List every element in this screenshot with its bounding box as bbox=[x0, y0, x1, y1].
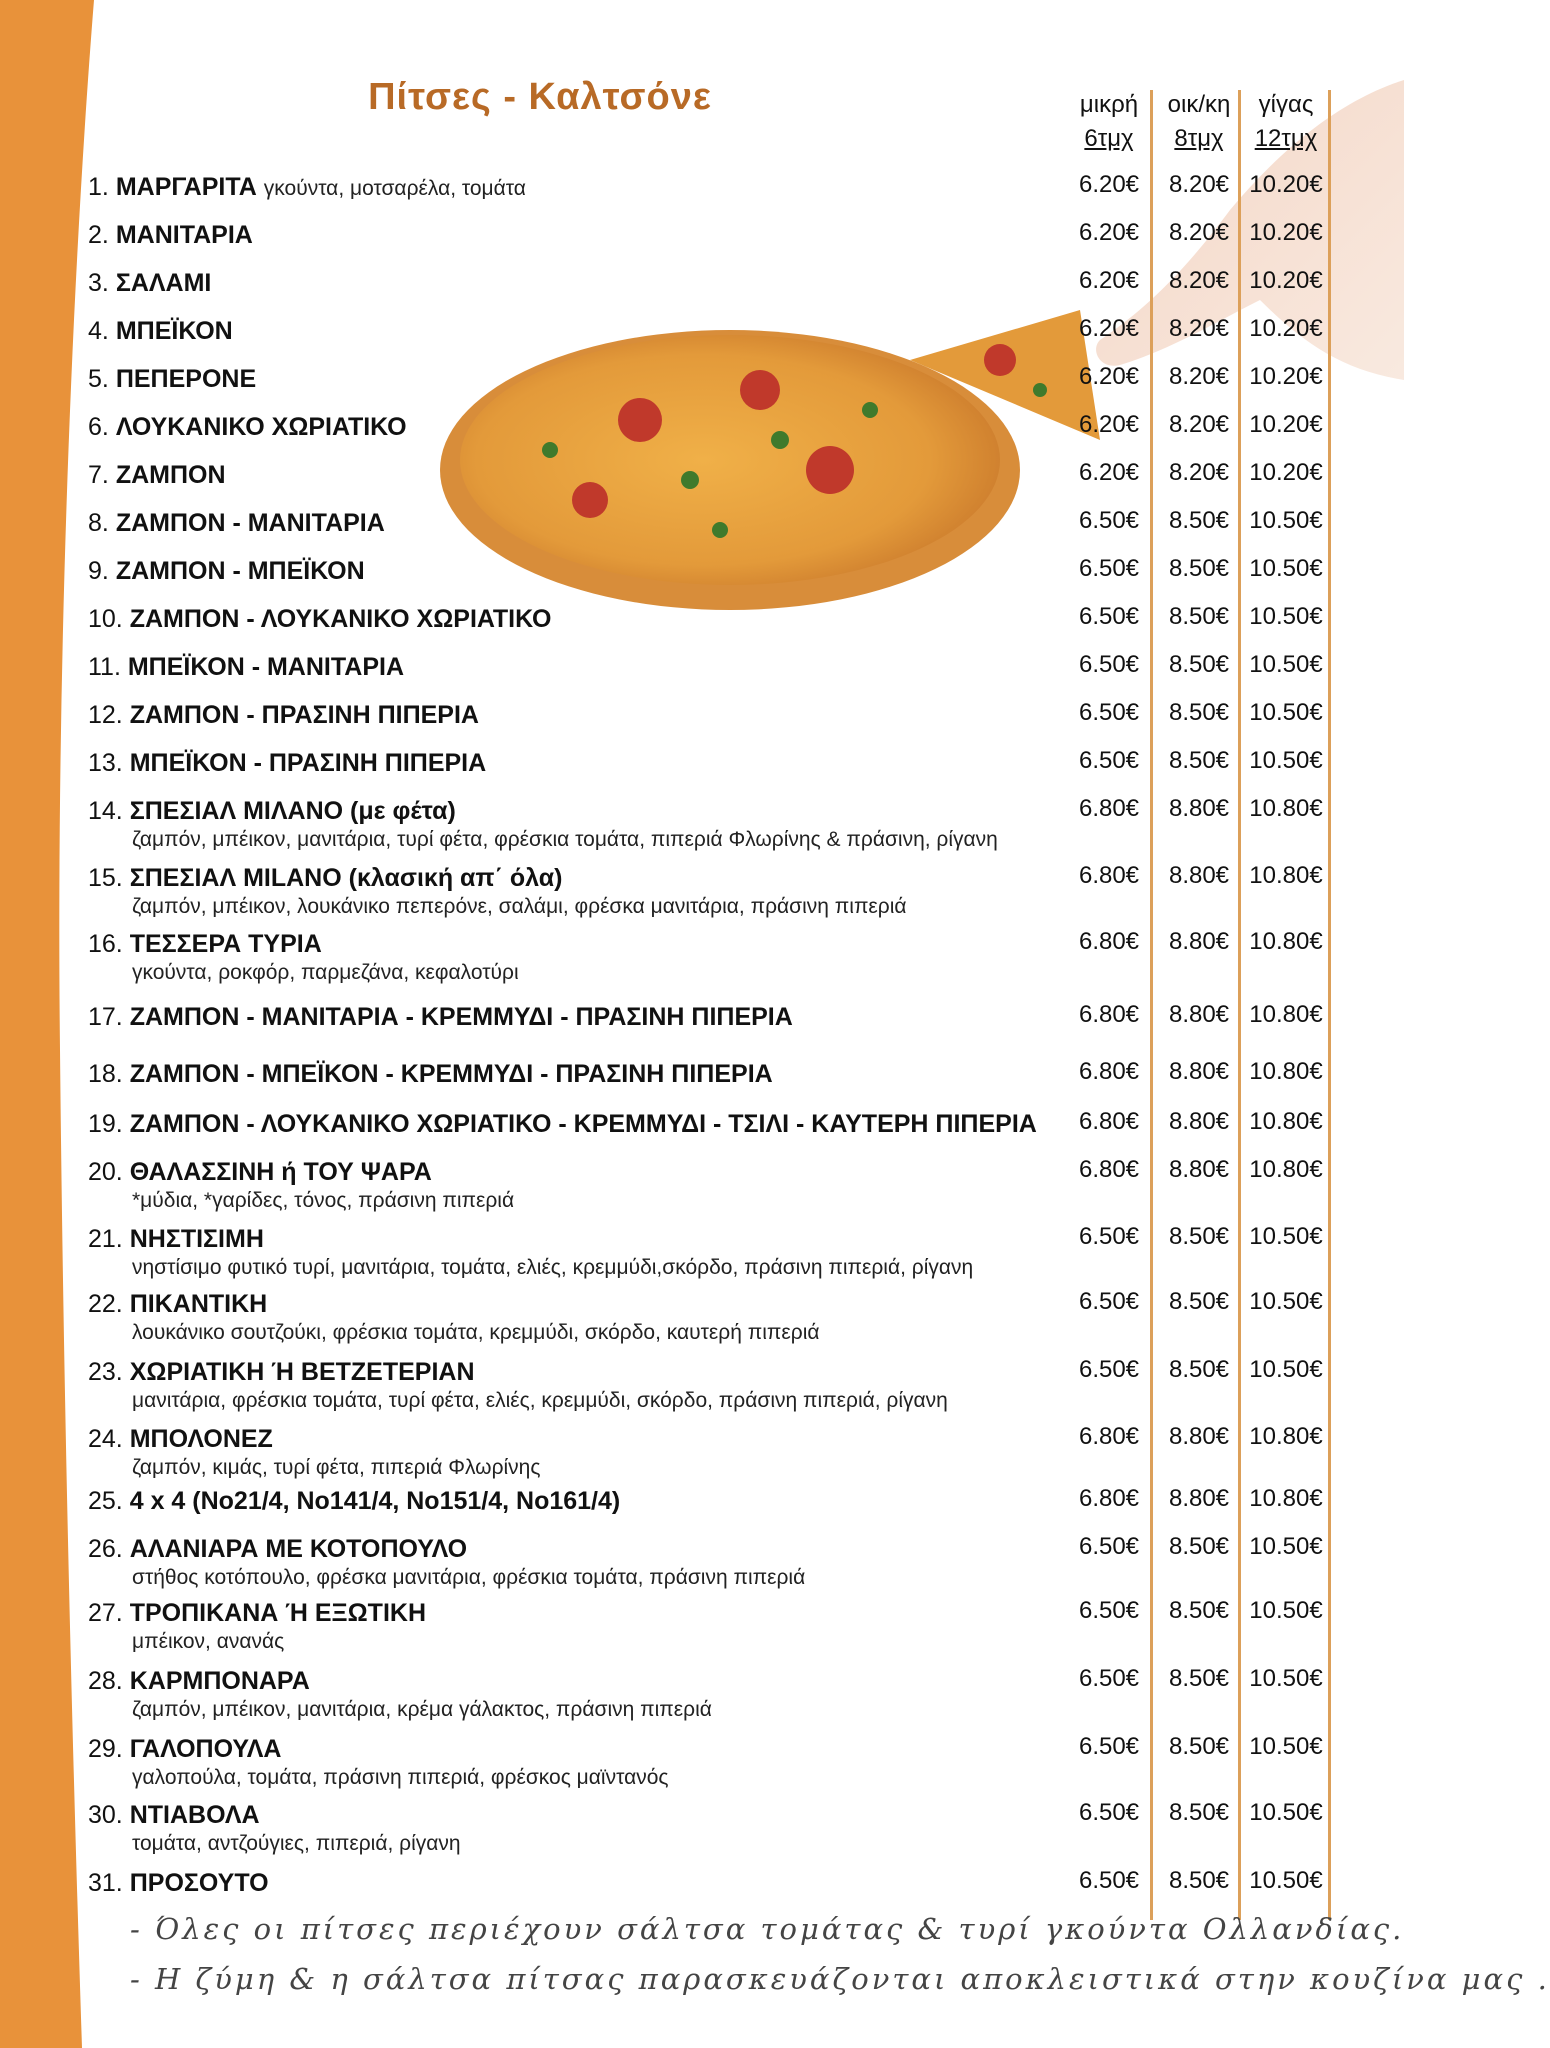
item-price: 6.50€ bbox=[1078, 747, 1140, 774]
item-name: ΜΠΕΪΚΟΝ - ΠΡΑΣΙΝΗ ΠΙΠΕΡΙΑ bbox=[129, 749, 487, 777]
item-title bbox=[88, 221, 1078, 250]
item-price: 10.80€ bbox=[1249, 1108, 1323, 1135]
item-price: 6.50€ bbox=[1078, 1288, 1140, 1315]
item-name: ΜΑΝΙΤΑΡΙΑ bbox=[115, 221, 253, 249]
item-number: 2. bbox=[88, 221, 109, 249]
item-ingredients: ζαμπόν, μπέικον, μανιτάρια, κρέμα γάλακτος, πράσινη πιπεριά bbox=[132, 1698, 712, 1721]
menu-item bbox=[88, 1225, 1078, 1280]
item-price: 6.50€ bbox=[1078, 1597, 1140, 1624]
item-name: ΖΑΜΠΟΝ - ΛΟΥΚΑΝΙΚΟ ΧΩΡΙΑΤΙΚΟ - ΚΡΕΜΜΥΔΙ - ΤΣΙΛΙ - ΚΑΥΤΕΡΗ ΠΙΠΕΡΙΑ bbox=[129, 1110, 1037, 1138]
item-price: 6.20€ bbox=[1078, 411, 1140, 438]
item-price: 8.50€ bbox=[1168, 1733, 1230, 1760]
item-name: ΓΑΛΟΠΟΥΛΑ bbox=[129, 1735, 282, 1763]
item-number: 24. bbox=[88, 1425, 123, 1453]
item-title bbox=[88, 1801, 1078, 1830]
item-price: 6.80€ bbox=[1078, 1058, 1140, 1085]
item-price: 8.20€ bbox=[1168, 219, 1230, 246]
item-ingredients: λουκάνικο σουτζούκι, φρέσκια τομάτα, κρεμμύδι, σκόρδο, καυτερή πιπεριά bbox=[132, 1321, 820, 1344]
item-ingredients: γαλοπούλα, τομάτα, πράσινη πιπεριά, φρέσκος μαϊντανός bbox=[132, 1766, 669, 1789]
item-title bbox=[88, 1060, 1078, 1089]
size-column-header bbox=[1066, 88, 1152, 156]
item-price: 10.80€ bbox=[1249, 1423, 1323, 1450]
item-price: 6.50€ bbox=[1078, 603, 1140, 630]
menu-item bbox=[88, 1158, 1078, 1213]
item-ingredients: μανιτάρια, φρέσκια τομάτα, τυρί φέτα, ελιές, κρεμμύδι, σκόρδο, πράσινη πιπεριά, ρίγανη bbox=[132, 1389, 948, 1412]
item-price: 6.50€ bbox=[1078, 1223, 1140, 1250]
item-name: ΖΑΜΠΟΝ bbox=[115, 461, 226, 489]
item-price: 8.80€ bbox=[1168, 1485, 1230, 1512]
item-price: 6.20€ bbox=[1078, 171, 1140, 198]
item-price: 10.50€ bbox=[1249, 1597, 1323, 1624]
item-title bbox=[88, 1290, 1078, 1319]
item-number: 13. bbox=[88, 749, 123, 777]
item-price: 8.80€ bbox=[1168, 1058, 1230, 1085]
item-number: 3. bbox=[88, 269, 109, 297]
item-title bbox=[88, 1358, 1078, 1387]
item-number: 5. bbox=[88, 365, 109, 393]
item-number: 28. bbox=[88, 1667, 123, 1695]
menu-item bbox=[88, 749, 1078, 778]
item-title bbox=[88, 797, 1078, 826]
item-number: 17. bbox=[88, 1003, 123, 1031]
item-ingredients: ζαμπόν, μπέικον, λουκάνικο πεπερόνε, σαλάμι, φρέσκα μανιτάρια, πράσινη πιπεριά bbox=[132, 895, 907, 918]
item-ingredients: γκούντα, ροκφόρ, παρμεζάνα, κεφαλοτύρι bbox=[132, 961, 519, 984]
item-price: 6.80€ bbox=[1078, 795, 1140, 822]
item-price: 8.80€ bbox=[1168, 1001, 1230, 1028]
menu-item bbox=[88, 1003, 1078, 1032]
item-name: ΤΡΟΠΙΚΑΝΑ Ή ΕΞΩΤΙΚΗ bbox=[129, 1599, 426, 1627]
item-title bbox=[88, 1667, 1078, 1696]
item-name: ΝΤΙΑΒΟΛΑ bbox=[129, 1801, 260, 1829]
item-ingredients: γκούντα, μοτσαρέλα, τομάτα bbox=[263, 177, 526, 200]
item-title bbox=[88, 653, 1078, 682]
item-price: 10.20€ bbox=[1249, 411, 1323, 438]
item-number: 18. bbox=[88, 1060, 123, 1088]
item-number: 21. bbox=[88, 1225, 123, 1253]
item-price: 10.80€ bbox=[1249, 795, 1323, 822]
item-price: 8.80€ bbox=[1168, 1423, 1230, 1450]
item-name: ΖΑΜΠΟΝ - ΛΟΥΚΑΝΙΚΟ ΧΩΡΙΑΤΙΚΟ bbox=[129, 605, 552, 633]
menu-item bbox=[88, 930, 1078, 985]
item-price: 6.50€ bbox=[1078, 1799, 1140, 1826]
item-name: ΛΟΥΚΑΝΙΚΟ ΧΩΡΙΑΤΙΚΟ bbox=[115, 413, 407, 441]
menu-item bbox=[88, 1110, 1078, 1139]
item-title bbox=[88, 930, 1078, 959]
item-price: 6.50€ bbox=[1078, 555, 1140, 582]
item-title bbox=[88, 1158, 1078, 1187]
item-price: 6.50€ bbox=[1078, 1733, 1140, 1760]
item-price: 10.50€ bbox=[1249, 555, 1323, 582]
item-number: 1. bbox=[88, 173, 109, 201]
item-price: 10.80€ bbox=[1249, 1058, 1323, 1085]
item-price: 8.50€ bbox=[1168, 1799, 1230, 1826]
item-title bbox=[88, 1425, 1078, 1454]
item-price: 8.50€ bbox=[1168, 1665, 1230, 1692]
item-title bbox=[88, 1535, 1078, 1564]
item-title bbox=[88, 1599, 1078, 1628]
item-price: 10.20€ bbox=[1249, 267, 1323, 294]
item-number: 11. bbox=[88, 653, 121, 681]
item-price: 6.80€ bbox=[1078, 1423, 1140, 1450]
item-price: 8.50€ bbox=[1168, 651, 1230, 678]
item-price: 6.80€ bbox=[1078, 928, 1140, 955]
item-price: 6.50€ bbox=[1078, 1867, 1140, 1894]
item-ingredients: ζαμπόν, μπέικον, μανιτάρια, τυρί φέτα, φρέσκια τομάτα, πιπεριά Φλωρίνης & πράσινη, ρίγανη bbox=[132, 828, 998, 851]
menu-item bbox=[88, 269, 1078, 298]
item-name: ΣΠΕΣΙΑΛ MILANO (κλασική απ΄ όλα) bbox=[129, 864, 563, 892]
size-column-header bbox=[1243, 88, 1329, 156]
item-number: 31. bbox=[88, 1869, 123, 1897]
item-price: 10.80€ bbox=[1249, 1001, 1323, 1028]
item-number: 27. bbox=[88, 1599, 123, 1627]
item-price: 6.50€ bbox=[1078, 699, 1140, 726]
item-name: ΠΡΟΣΟΥΤΟ bbox=[129, 1869, 269, 1897]
menu-item bbox=[88, 1801, 1078, 1856]
item-price: 10.80€ bbox=[1249, 928, 1323, 955]
item-title bbox=[88, 1869, 1078, 1898]
item-name: ΖΑΜΠΟΝ - ΜΑΝΙΤΑΡΙΑ - ΚΡΕΜΜΥΔΙ - ΠΡΑΣΙΝΗ ΠΙΠΕΡΙΑ bbox=[129, 1003, 793, 1031]
item-price: 10.50€ bbox=[1249, 1288, 1323, 1315]
menu-item bbox=[88, 1599, 1078, 1654]
item-price: 6.80€ bbox=[1078, 1485, 1140, 1512]
menu-item bbox=[88, 509, 1078, 538]
item-price: 6.20€ bbox=[1078, 219, 1140, 246]
item-number: 16. bbox=[88, 930, 123, 958]
menu-item bbox=[88, 605, 1078, 634]
item-name: 4 x 4 (No21/4, No141/4, No151/4, No161/4) bbox=[129, 1487, 621, 1515]
menu-item bbox=[88, 1358, 1078, 1413]
item-number: 30. bbox=[88, 1801, 123, 1829]
item-title bbox=[88, 1225, 1078, 1254]
item-title bbox=[88, 864, 1078, 893]
slice-count: 6τμχ bbox=[1084, 125, 1134, 152]
item-number: 9. bbox=[88, 557, 109, 585]
item-number: 25. bbox=[88, 1487, 123, 1515]
item-name: ΖΑΜΠΟΝ - ΜΠΕΪΚΟΝ bbox=[115, 557, 365, 585]
footer-note: - Όλες οι πίτσες περιέχουν σάλτσα τομάτας & τυρί γκούντα Ολλανδίας. bbox=[130, 1912, 1405, 1946]
menu-item bbox=[88, 173, 1078, 202]
item-ingredients: μπέικον, ανανάς bbox=[132, 1630, 285, 1653]
item-price: 8.20€ bbox=[1168, 411, 1230, 438]
item-ingredients: τομάτα, αντζούγιες, πιπεριά, ρίγανη bbox=[132, 1832, 461, 1855]
item-name: ΝΗΣΤΙΣΙΜΗ bbox=[129, 1225, 264, 1253]
item-price: 6.50€ bbox=[1078, 1533, 1140, 1560]
item-price: 6.80€ bbox=[1078, 1001, 1140, 1028]
item-price: 10.50€ bbox=[1249, 1223, 1323, 1250]
menu-item bbox=[88, 701, 1078, 730]
item-number: 14. bbox=[88, 797, 123, 825]
item-price: 10.50€ bbox=[1249, 699, 1323, 726]
item-price: 6.20€ bbox=[1078, 363, 1140, 390]
item-price: 10.50€ bbox=[1249, 1533, 1323, 1560]
item-price: 8.50€ bbox=[1168, 1288, 1230, 1315]
item-price: 8.50€ bbox=[1168, 1356, 1230, 1383]
item-price: 10.50€ bbox=[1249, 1799, 1323, 1826]
item-price: 10.50€ bbox=[1249, 1733, 1323, 1760]
size-label: μικρή bbox=[1079, 91, 1139, 118]
item-name: ΖΑΜΠΟΝ - ΜΠΕΪΚΟΝ - ΚΡΕΜΜΥΔΙ - ΠΡΑΣΙΝΗ ΠΙΠΕΡΙΑ bbox=[129, 1060, 773, 1088]
item-price: 10.50€ bbox=[1249, 1665, 1323, 1692]
item-price: 10.80€ bbox=[1249, 1156, 1323, 1183]
item-price: 10.20€ bbox=[1249, 171, 1323, 198]
item-price: 8.20€ bbox=[1168, 267, 1230, 294]
item-price: 10.50€ bbox=[1249, 1356, 1323, 1383]
item-number: 23. bbox=[88, 1358, 123, 1386]
item-price: 10.20€ bbox=[1249, 459, 1323, 486]
item-price: 8.20€ bbox=[1168, 363, 1230, 390]
item-price: 10.50€ bbox=[1249, 603, 1323, 630]
item-price: 10.20€ bbox=[1249, 363, 1323, 390]
item-title bbox=[88, 317, 1078, 346]
item-price: 6.50€ bbox=[1078, 651, 1140, 678]
item-title bbox=[88, 1487, 1078, 1516]
item-name: ΜΠΕΪΚΟΝ bbox=[115, 317, 233, 345]
item-price: 8.20€ bbox=[1168, 315, 1230, 342]
item-price: 8.50€ bbox=[1168, 603, 1230, 630]
item-price: 8.50€ bbox=[1168, 699, 1230, 726]
menu-item bbox=[88, 1290, 1078, 1345]
slice-count: 8τμχ bbox=[1174, 125, 1224, 152]
item-title bbox=[88, 1003, 1078, 1032]
item-number: 12. bbox=[88, 701, 123, 729]
item-price: 8.80€ bbox=[1168, 862, 1230, 889]
item-name: ΚΑΡΜΠΟΝΑΡΑ bbox=[129, 1667, 310, 1695]
menu-item bbox=[88, 413, 1078, 442]
item-price: 6.80€ bbox=[1078, 1156, 1140, 1183]
item-number: 7. bbox=[88, 461, 109, 489]
menu-item bbox=[88, 461, 1078, 490]
item-number: 4. bbox=[88, 317, 109, 345]
item-name: ΣΑΛΑΜΙ bbox=[115, 269, 212, 297]
item-title bbox=[88, 461, 1078, 490]
item-number: 10. bbox=[88, 605, 123, 633]
item-number: 20. bbox=[88, 1158, 123, 1186]
item-title bbox=[88, 1110, 1078, 1139]
item-number: 26. bbox=[88, 1535, 123, 1563]
item-price: 6.50€ bbox=[1078, 1665, 1140, 1692]
item-title bbox=[88, 1735, 1078, 1764]
item-number: 19. bbox=[88, 1110, 123, 1138]
item-price: 6.20€ bbox=[1078, 315, 1140, 342]
menu-item bbox=[88, 1487, 1078, 1516]
item-name: ΜΠΟΛΟΝΕΖ bbox=[129, 1425, 273, 1453]
item-title bbox=[88, 413, 1078, 442]
footer-note: - Η ζύμη & η σάλτσα πίτσας παρασκευάζονται αποκλειστικά στην κουζίνα μας . bbox=[130, 1962, 1550, 1996]
menu-item bbox=[88, 365, 1078, 394]
menu-item bbox=[88, 1425, 1078, 1480]
item-name: ΜΠΕΪΚΟΝ - ΜΑΝΙΤΑΡΙΑ bbox=[127, 653, 405, 681]
item-price: 8.50€ bbox=[1168, 1867, 1230, 1894]
item-title bbox=[88, 509, 1078, 538]
item-price: 8.20€ bbox=[1168, 459, 1230, 486]
item-price: 8.80€ bbox=[1168, 795, 1230, 822]
size-label: οικ/κη bbox=[1167, 91, 1231, 118]
item-title bbox=[88, 701, 1078, 730]
item-name: ΜΑΡΓΑΡΙΤΑ bbox=[115, 173, 257, 201]
item-name: ΧΩΡΙΑΤΙΚΗ Ή ΒΕΤΖΕΤΕΡΙΑΝ bbox=[129, 1358, 475, 1386]
menu-item bbox=[88, 1060, 1078, 1089]
menu-item bbox=[88, 653, 1078, 682]
item-ingredients: *μύδια, *γαρίδες, τόνος, πράσινη πιπεριά bbox=[132, 1189, 515, 1212]
item-price: 6.50€ bbox=[1078, 507, 1140, 534]
item-price: 6.80€ bbox=[1078, 862, 1140, 889]
slice-count: 12τμχ bbox=[1254, 125, 1318, 152]
item-number: 6. bbox=[88, 413, 109, 441]
size-label: γίγας bbox=[1258, 91, 1314, 118]
menu-item bbox=[88, 317, 1078, 346]
item-title bbox=[88, 605, 1078, 634]
item-ingredients: ζαμπόν, κιμάς, τυρί φέτα, πιπεριά Φλωρίνης bbox=[132, 1456, 541, 1479]
menu-item bbox=[88, 1535, 1078, 1590]
item-price: 10.50€ bbox=[1249, 507, 1323, 534]
item-price: 8.20€ bbox=[1168, 171, 1230, 198]
item-title bbox=[88, 269, 1078, 298]
item-name: ΠΙΚΑΝΤΙΚΗ bbox=[129, 1290, 268, 1318]
menu-item bbox=[88, 1667, 1078, 1722]
item-number: 8. bbox=[88, 509, 109, 537]
item-price: 10.80€ bbox=[1249, 1485, 1323, 1512]
item-title bbox=[88, 365, 1078, 394]
item-price: 10.20€ bbox=[1249, 219, 1323, 246]
item-price: 6.50€ bbox=[1078, 1356, 1140, 1383]
item-title bbox=[88, 749, 1078, 778]
item-ingredients: νηστίσιμο φυτικό τυρί, μανιτάρια, τομάτα, ελιές, κρεμμύδι,σκόρδο, πράσινη πιπεριά, ρίγανη bbox=[132, 1256, 974, 1279]
item-name: ΣΠΕΣΙΑΛ ΜΙΛΑΝΟ (με φέτα) bbox=[129, 797, 456, 825]
item-price: 6.80€ bbox=[1078, 1108, 1140, 1135]
item-price: 6.20€ bbox=[1078, 267, 1140, 294]
menu-item bbox=[88, 221, 1078, 250]
item-name: ΖΑΜΠΟΝ - ΠΡΑΣΙΝΗ ΠΙΠΕΡΙΑ bbox=[129, 701, 479, 729]
item-price: 8.80€ bbox=[1168, 1156, 1230, 1183]
item-name: ΠΕΠΕΡΟΝΕ bbox=[115, 365, 257, 393]
item-number: 29. bbox=[88, 1735, 123, 1763]
item-price: 8.50€ bbox=[1168, 1597, 1230, 1624]
item-price: 10.50€ bbox=[1249, 1867, 1323, 1894]
menu-item bbox=[88, 1735, 1078, 1790]
item-price: 8.50€ bbox=[1168, 555, 1230, 582]
item-price: 8.50€ bbox=[1168, 1533, 1230, 1560]
item-price: 8.50€ bbox=[1168, 1223, 1230, 1250]
item-ingredients: στήθος κοτόπουλο, φρέσκα μανιτάρια, φρέσκια τομάτα, πράσινη πιπεριά bbox=[132, 1566, 806, 1589]
item-price: 10.20€ bbox=[1249, 315, 1323, 342]
item-price: 8.80€ bbox=[1168, 1108, 1230, 1135]
item-price: 6.20€ bbox=[1078, 459, 1140, 486]
menu-item bbox=[88, 864, 1078, 919]
item-title bbox=[88, 173, 1078, 202]
item-number: 15. bbox=[88, 864, 123, 892]
item-price: 10.80€ bbox=[1249, 862, 1323, 889]
item-name: ΖΑΜΠΟΝ - ΜΑΝΙΤΑΡΙΑ bbox=[115, 509, 385, 537]
size-column-header bbox=[1156, 88, 1242, 156]
item-price: 8.50€ bbox=[1168, 747, 1230, 774]
item-title bbox=[88, 557, 1078, 586]
page-title: Πίτσες - Καλτσόνε bbox=[368, 76, 712, 118]
item-price: 10.50€ bbox=[1249, 651, 1323, 678]
item-number: 22. bbox=[88, 1290, 123, 1318]
item-price: 8.50€ bbox=[1168, 507, 1230, 534]
menu-item bbox=[88, 557, 1078, 586]
item-name: ΑΛΑΝΙΑΡΑ ΜΕ ΚΟΤΟΠΟΥΛΟ bbox=[129, 1535, 468, 1563]
item-price: 8.80€ bbox=[1168, 928, 1230, 955]
item-name: ΤΕΣΣΕΡΑ ΤΥΡΙΑ bbox=[129, 930, 322, 958]
menu-item bbox=[88, 797, 1078, 852]
item-name: ΘΑΛΑΣΣΙΝΗ ή ΤΟΥ ΨΑΡΑ bbox=[129, 1158, 432, 1186]
item-price: 10.50€ bbox=[1249, 747, 1323, 774]
menu-item bbox=[88, 1869, 1078, 1898]
